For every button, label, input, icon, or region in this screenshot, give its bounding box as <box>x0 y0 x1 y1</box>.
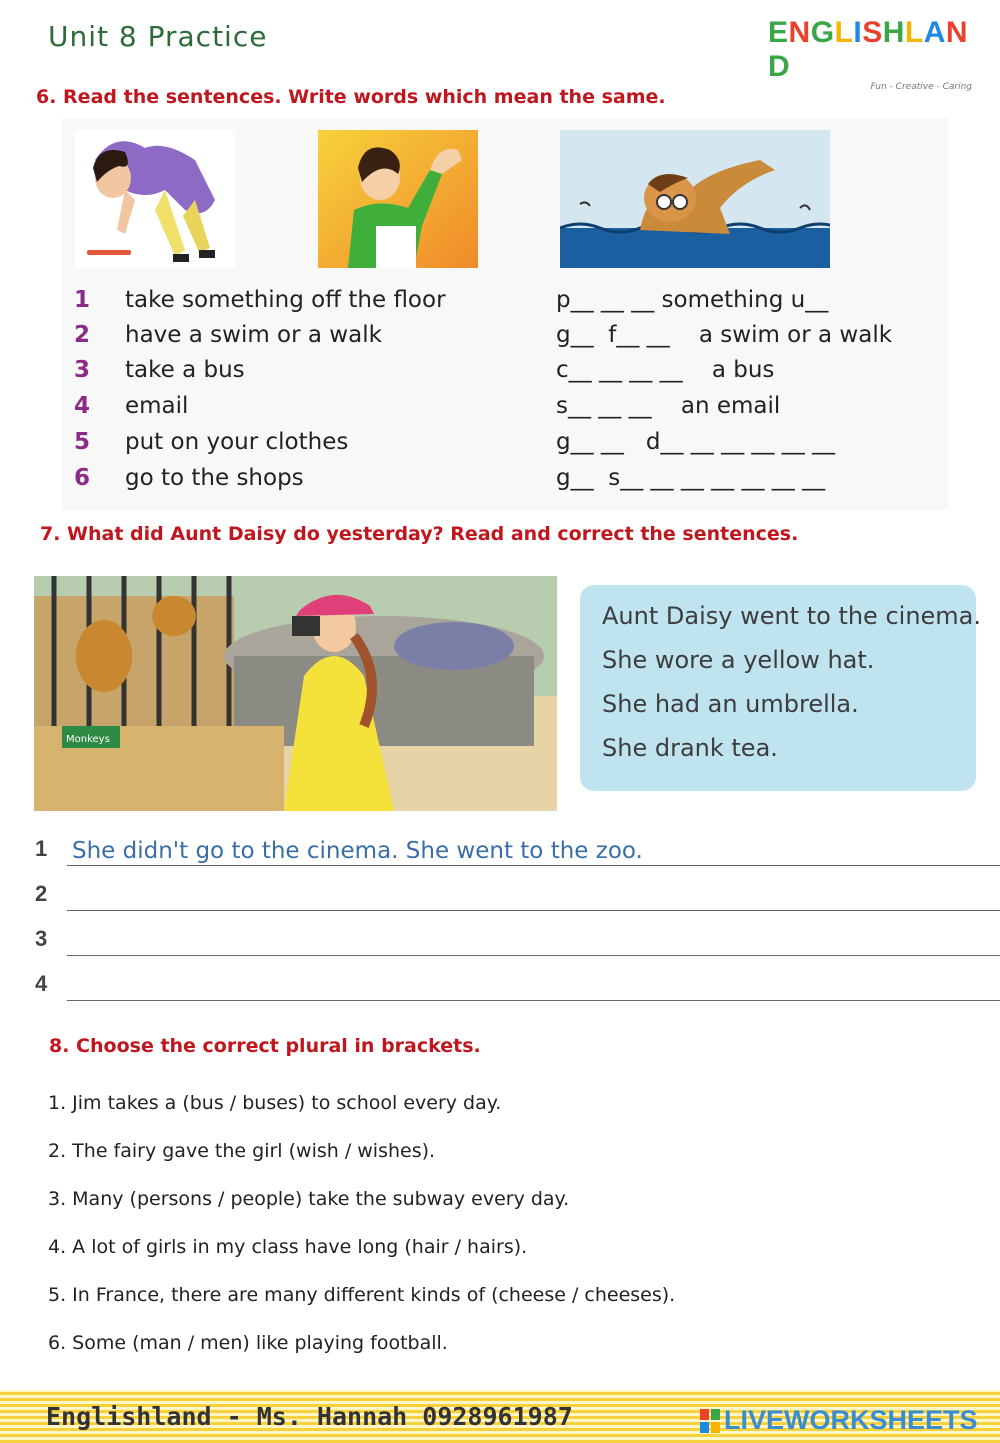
ex6-row <box>62 465 948 499</box>
ex6-row <box>62 357 948 391</box>
answer-line-rule <box>67 910 1000 911</box>
ex6-row-number: 1 <box>74 287 91 313</box>
exercise-8-heading: 8. Choose the correct plural in brackets. <box>49 1035 481 1057</box>
plural-question[interactable]: 3. Many (persons / people) take the subway every day. <box>48 1188 570 1210</box>
footer-contact: Englishland - Ms. Hannah 0928961987 <box>46 1402 573 1431</box>
ex6-row-phrase: go to the shops <box>125 465 304 491</box>
answer-line-rule <box>67 865 1000 866</box>
logo-tagline: Fun - Creative - Caring <box>870 82 972 92</box>
ex6-row-phrase: put on your clothes <box>125 429 349 455</box>
picture-zoo <box>34 576 557 811</box>
plural-question[interactable]: 2. The fairy gave the girl (wish / wishes). <box>48 1140 436 1162</box>
liveworksheets-wordmark: LIVEWORKSHEETS <box>724 1405 978 1435</box>
ex6-row-number: 4 <box>74 393 91 419</box>
ex6-row-phrase: take something off the floor <box>125 287 446 313</box>
answer-line-number: 4 <box>35 971 48 996</box>
answer-line-number: 3 <box>35 926 48 951</box>
ex6-row-phrase: email <box>125 393 189 419</box>
englishland-logo <box>768 16 978 92</box>
bubble-sentence: She drank tea. <box>602 734 778 762</box>
page-title: Unit 8 Practice <box>48 20 268 53</box>
plural-question[interactable]: 4. A lot of girls in my class have long (hair / hairs). <box>48 1236 528 1258</box>
picture-pick-up <box>75 130 235 268</box>
plural-question[interactable]: 6. Some (man / men) like playing football. <box>48 1332 448 1354</box>
ex6-row-number: 6 <box>74 465 91 491</box>
bubble-sentence: Aunt Daisy went to the cinema. <box>602 602 982 630</box>
ex6-row-number: 2 <box>74 322 91 348</box>
ex6-row-phrase: take a bus <box>125 357 245 383</box>
answer-line-rule <box>67 955 1000 956</box>
exercise-7-heading: 7. What did Aunt Daisy do yesterday? Read and correct the sentences. <box>40 523 799 545</box>
bubble-sentence: She wore a yellow hat. <box>602 646 875 674</box>
bubble-sentence: She had an umbrella. <box>602 690 859 718</box>
picture-swim <box>560 130 830 268</box>
picture-wave <box>318 130 478 268</box>
answer-line[interactable] <box>35 916 1000 956</box>
ex6-row-answer-blank[interactable]: s__ __ __ an email <box>556 393 781 419</box>
ex6-row-answer-blank[interactable]: g__ __ d__ __ __ __ __ __ <box>556 429 835 455</box>
ex6-row <box>62 429 948 463</box>
ex6-row-number: 5 <box>74 429 91 455</box>
plural-question[interactable]: 1. Jim takes a (bus / buses) to school every day. <box>48 1092 502 1114</box>
ex6-row-answer-blank[interactable]: c__ __ __ __ a bus <box>556 357 775 383</box>
answer-line-number: 1 <box>35 836 48 861</box>
answer-line-text[interactable]: She didn't go to the cinema. She went to the zoo. <box>72 838 643 864</box>
answer-line[interactable] <box>35 961 1000 1001</box>
logo-wordmark: ENGLISHLAND <box>768 16 969 83</box>
exercise-6-heading: 6. Read the sentences. Write words which mean the same. <box>36 86 666 108</box>
zoo-sign-label: Monkeys <box>66 734 110 745</box>
liveworksheets-icon <box>700 1409 720 1433</box>
ex6-row-answer-blank[interactable]: g__ f__ __ a swim or a walk <box>556 322 893 348</box>
ex6-row-number: 3 <box>74 357 91 383</box>
ex6-row-phrase: have a swim or a walk <box>125 322 382 348</box>
answer-line[interactable] <box>35 826 1000 866</box>
ex6-row-answer-blank[interactable]: g__ s__ __ __ __ __ __ __ <box>556 465 826 491</box>
answer-line-rule <box>67 1000 1000 1001</box>
ex6-row <box>62 322 948 356</box>
ex6-row <box>62 287 948 321</box>
plural-question[interactable]: 5. In France, there are many different kinds of (cheese / cheeses). <box>48 1284 676 1306</box>
answer-line[interactable] <box>35 871 1000 911</box>
answer-line-number: 2 <box>35 881 48 906</box>
ex6-row-answer-blank[interactable]: p__ __ __ something u__ <box>556 287 829 313</box>
ex6-row <box>62 393 948 427</box>
